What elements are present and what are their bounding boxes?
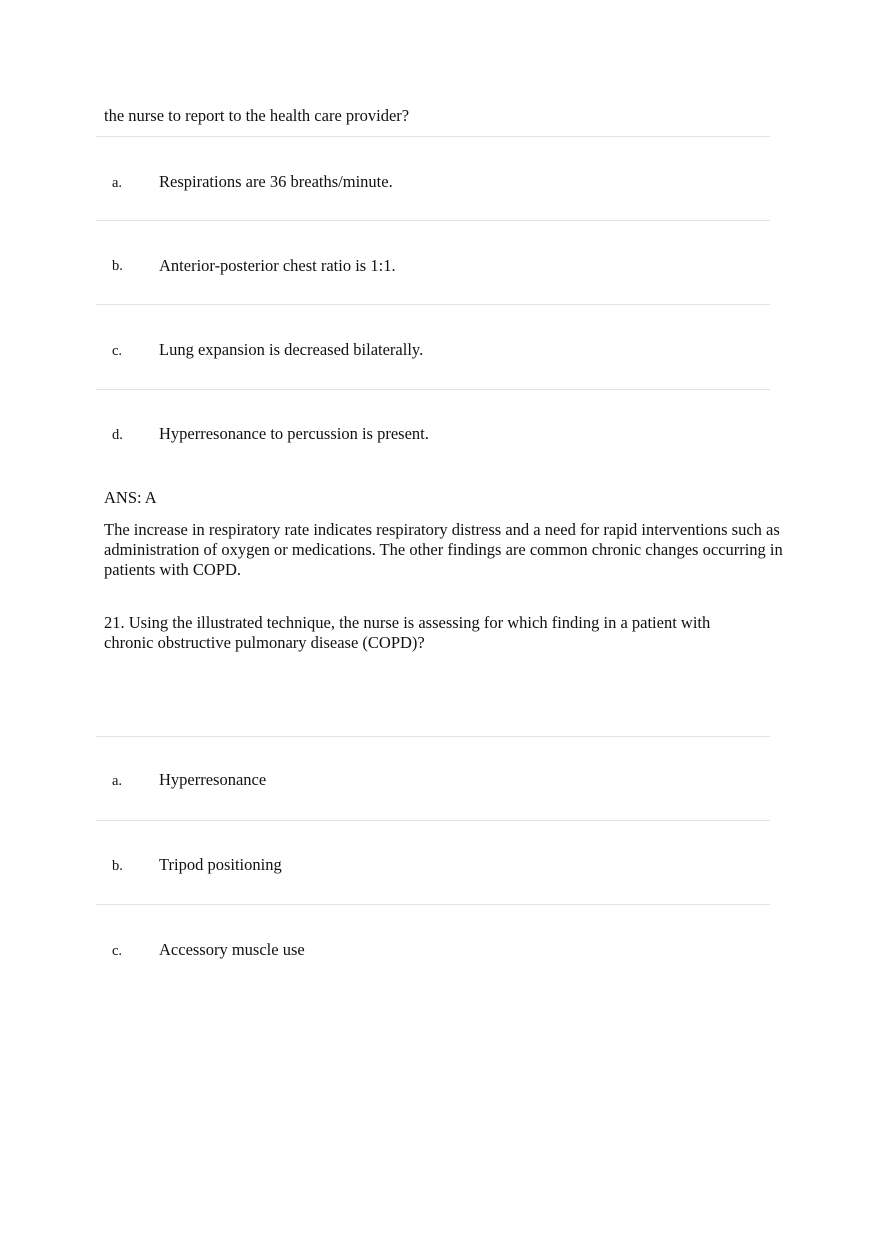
- q21-stem-line2: chronic obstructive pulmonary disease (COPD)?: [104, 633, 425, 652]
- divider: [96, 820, 770, 821]
- divider: [96, 304, 770, 305]
- option-letter: b.: [112, 858, 123, 874]
- option-text: Tripod positioning: [159, 855, 282, 874]
- option-letter: c.: [112, 943, 123, 959]
- option-text: Anterior-posterior chest ratio is 1:1.: [159, 256, 396, 275]
- divider: [96, 736, 770, 737]
- option-text: Hyperresonance to percussion is present.: [159, 424, 429, 443]
- divider: [96, 389, 770, 390]
- q20-stem-tail: the nurse to report to the health care provider?: [104, 106, 410, 125]
- divider: [96, 220, 770, 221]
- option-letter: a.: [112, 773, 123, 789]
- option-letter: b.: [112, 258, 123, 274]
- answer-label: ANS: A: [104, 488, 157, 507]
- option-letter: d.: [112, 427, 123, 443]
- rationale: The increase in respiratory rate indicates respiratory distress and a need for rapid interventions such as administration of oxygen or medications. The other findings are common chronic changes occurring in patients with COPD.: [104, 520, 783, 579]
- divider: [96, 136, 770, 137]
- option-text: Hyperresonance: [159, 770, 267, 789]
- option-text: Accessory muscle use: [159, 940, 305, 959]
- option-text: Respirations are 36 breaths/minute.: [159, 172, 393, 191]
- option-letter: c.: [112, 343, 123, 359]
- option-letter: a.: [112, 175, 123, 191]
- option-text: Lung expansion is decreased bilaterally.: [159, 340, 424, 359]
- q21-stem-line1: 21. Using the illustrated technique, the nurse is assessing for which finding in a patient with: [104, 613, 711, 632]
- divider: [96, 904, 770, 905]
